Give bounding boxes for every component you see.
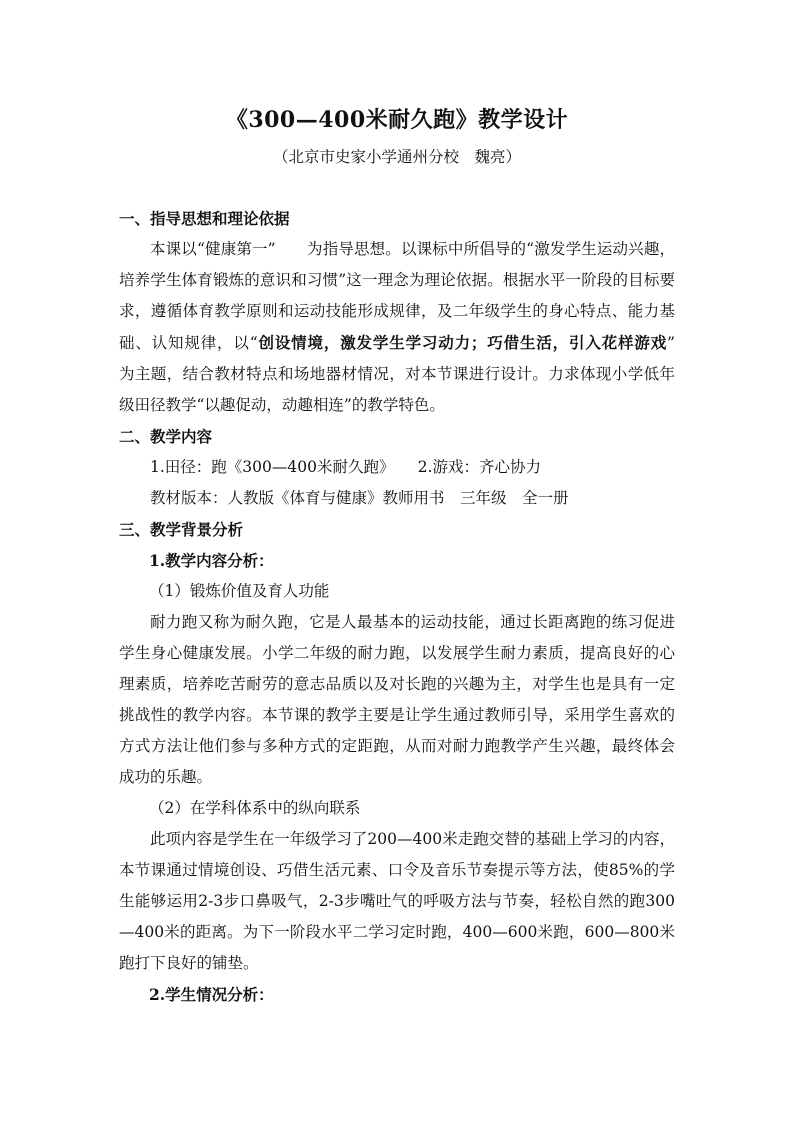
paragraph-bold-theme: 创设情境，激发学生学习动力；巧借生活，引入花样游戏 [257, 333, 668, 352]
document-title: 《300—400米耐久跑》教学设计 [225, 107, 569, 133]
paragraph-vertical-link: 此项内容是学生在一年级学习了200—400米走跑交替的基础上学习的内容，本节课通过情境创设、巧借生活元素、口令及音乐节奏提示等方法，使85%的学生能够运用2-3步口鼻吸气，2-3步嘴吐气的呼吸方法与节奏，轻松自然的跑300—400米的距离。为下一阶段水平二学习定时跑，400—600米跑，600—800米跑打下良好的铺垫。 [119, 830, 675, 972]
content-line-textbook: 教材版本：人教版《体育与健康》教师用书 三年级 全一册 [150, 489, 569, 507]
document-subtitle: （北京市史家小学通州分校 魏亮） [272, 148, 521, 166]
paragraph-value: 耐力跑又称为耐久跑，它是人最基本的运动技能，通过长距离跑的练习促进学生身心健康发展。小学二年级的耐力跑，以发展学生耐力素质，提高良好的心理素质，培养吃苦耐劳的意志品质以及对长跑的兴趣为主，对学生也是具有一定挑战性的教学内容。本节课的教学主要是让学生通过教师引导，采用学生喜欢的方式方法让他们参与多种方式的定距跑，从而对耐力跑教学产生兴趣，最终体会成功的乐趣。 [119, 613, 675, 786]
content-line-items: 1.田径：跑《300—400米耐久跑》 2.游戏：齐心协力 [150, 458, 541, 476]
document-body [119, 203, 691, 1010]
section-heading-background: 三、教学背景分析 [119, 520, 244, 539]
paragraph-text: ” 为主题，结合教材特点和场地器材情况，对本节课进行设计。力求体现小学低年级田径教学“以趣促动，动趣相连”的教学特色。 [119, 334, 691, 414]
item-heading-value: （1）锻炼价值及育人功能 [149, 582, 330, 600]
section-heading-guiding-ideology: 一、指导思想和理论依据 [119, 209, 290, 228]
subheading-student-analysis: 2.学生情况分析： [149, 985, 274, 1004]
section-heading-teaching-content: 二、教学内容 [119, 427, 213, 446]
paragraph-text: 本课以“健康第一” 为指导思想。以课标中所倡导的“激发学生运动兴趣，培养学生体育锻炼的意识和习惯”这一理念为理论依据。根据水平一阶段的目标要求，遵循体育教学原则和运动技能形成规律，及二年级学生的身心特点、能力基础、认知规律，以“ [119, 240, 675, 352]
subheading-content-analysis: 1.教学内容分析： [149, 551, 274, 570]
item-heading-vertical-link: （2）在学科体系中的纵向联系 [149, 799, 361, 817]
paragraph-guiding-ideology [119, 234, 691, 421]
